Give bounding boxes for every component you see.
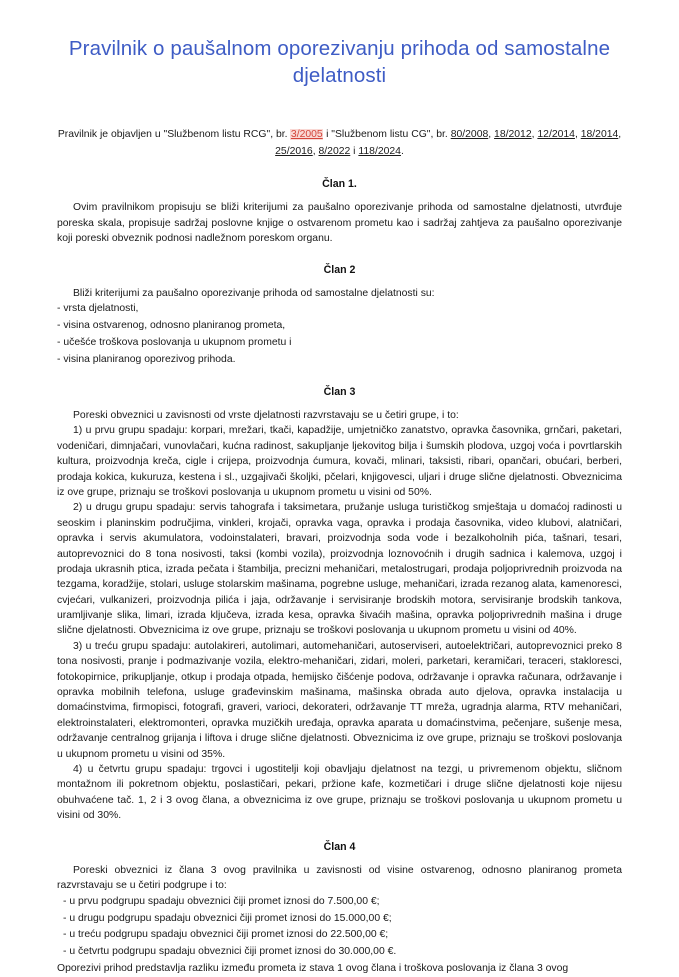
article-2-item-2: - visina ostvarenog, odnosno planiranog prometa,: [57, 320, 286, 332]
article-3-lead: Poreski obveznici u zavisnosti od vrste djelatnosti razvrstavaju se u četiri grupe, i to:: [73, 409, 459, 421]
article-4-item-4: - u četvrtu podgrupu spadaju obveznici čiji promet iznosi do 30.000,00 €.: [63, 946, 397, 958]
gazette-link-18-2014[interactable]: 18/2014: [580, 129, 619, 141]
article-4-item-1: - u prvu podgrupu spadaju obveznici čiji promet iznosi do 7.500,00 €;: [63, 895, 380, 907]
publication-line: [57, 89, 622, 161]
publication-middle: i "Službenom listu CG", br.: [323, 129, 451, 141]
article-1-paragraph-1: Ovim pravilnikom propisuju se bliži kriterijumi za paušalno oporezivanje prihoda od samostalne djelatnosti, utvrđuje poreska skala, propisuje sadržaj poslovne knjige o ostvarenom prometu kao i sadržaj zahtjeva za paušalno oporezivanje koji poreski obveznik podnosi nadležnom poreskom organu.: [57, 201, 622, 245]
sep-5: ,: [312, 146, 319, 158]
sep-1: ,: [488, 129, 495, 141]
publication-prefix: Pravilnik je objavljen u "Službenom listu RCG", br.: [57, 129, 291, 141]
sep-6: i: [350, 146, 359, 158]
article-heading-3: Član 3: [323, 385, 356, 398]
article-3-group-3: 3) u treću grupu spadaju: autolakireri, autolimari, automehaničari, autoserviseri, autoelektričari, autoprevoznici preko 8 tona nosivosti, pranje i podmazivanje vozila, elektro-mehaničari, zidari, moleri, parketari, keramičari, teraceri, stakloresci, fotokopirnice, prikupljanje, otkup i prodaja otpada, hemijsko čišćenje podova, održavanje i opravka računara, održavanje i opravka mobilnih telefona, usluge građevinskim mašinama, mašinska obrada auto djelova, opravka instalacija u domaćinstvima, firmopisci, fotografi, graveri, varioci, dekorateri, održavanje TT mreža, ugradnja alarma, RTV mehaničari, elektroinstalateri, elektromonteri, opravka muzičkih uređaja, opravka aparata u domaćinstvima, pečenjare, sušenje mesa, održavanje centralnog grijanja i liftova i druge slične djelatnosti. Obveznicima iz ove grupe, priznaju se troškovi poslovanja u ukupnom prometu u visini od 35%.: [57, 640, 622, 760]
page-title: Pravilnik o paušalnom oporezivanju prihoda od samostalne djelatnosti: [68, 37, 611, 87]
sep-3: ,: [574, 129, 581, 141]
gazette-link-8-2022[interactable]: 8/2022: [318, 146, 351, 158]
gazette-link-3-2005[interactable]: 3/2005: [290, 129, 323, 141]
article-2-item-4: - visina planiranog oporezivog prihoda.: [57, 353, 236, 365]
article-4-item-3: - u treću podgrupu spadaju obveznici čiji promet iznosi do 22.500,00 €;: [63, 929, 389, 941]
gazette-link-118-2024[interactable]: 118/2024: [358, 146, 401, 158]
article-heading-1: Član 1.: [322, 177, 357, 190]
article-2-item-1: - vrsta djelatnosti,: [57, 303, 139, 315]
gazette-link-25-2016[interactable]: 25/2016: [275, 146, 313, 158]
article-4-item-2: - u drugu podgrupu spadaju obveznici čiji promet iznosi do 15.000,00 €;: [63, 912, 392, 924]
article-3-group-4: 4) u četvrtu grupu spadaju: trgovci i ugostitelji koji obavljaju djelatnost na tezgi, u privremenom objektu, sličnom montažnom ili pokretnom objektu, poslastičari, pekari, pržione kafe, kozmetičari i druge slične djelatnosti koje nijesu obuhvaćene tač. 1, 2 i 3 ovog člana, a obveznicima iz ove grupe, priznaju se troškovi poslovanja u ukupnom prometu u visini od 30%.: [57, 763, 622, 822]
gazette-link-12-2014[interactable]: 12/2014: [537, 129, 575, 141]
article-3-group-2: 2) u drugu grupu spadaju: servis tahografa i taksimetara, pružanje usluga turističkog smještaja u domaćoj radinosti u seoskim i planinskim područjima, vinkleri, krojači, opravka vaga, opravka i prodaja časovnika, video klubovi, alatničari, opravka i servis akumulatora, vodoinstalateri, bravari, proizvodnja soda vode i bezalkoholnih pića, tašnari, tesari, autoprevoznici do 8 tona nosivosti, taksi (kombi vozila), proizvodnja loznovoćnih i drugih sadnica i kalemova, uzgoj i prodaja ukrasnih ptica, izrada pečata i štambilja, precizni mehaničari, metalostrugari, prodaja poljoprivrednih proizvoda na tezgama, koradžije, stolari, usluge stolarskim mašinama, pogrebne usluge, mehaničari, izrada rezanog alata, kamenoresci, cvjećari, vulkanizeri, proizvodnja pilića i jaja, održavanje i servisiranje brodskih motora, servisiranje brodskih tankova, uramljivanje slika, limari, izrada ključeva, izrada kesa, opravka šivaćih mašina, opravka poljoprivrednih mašina i druge slične djelatnosti. Obveznicima iz ove grupe, priznaju se troškovi poslovanja u ukupnom prometu u visini od 40%.: [57, 502, 622, 637]
article-heading-2: Član 2: [323, 263, 356, 276]
article-4-trailing: Oporezivi prihod predstavlja razliku između prometa iz stava 1 ovog člana i troškova poslovanja iz člana 3 ovog: [57, 963, 569, 975]
article-heading-4: Član 4: [323, 840, 356, 853]
sep-2: ,: [531, 129, 538, 141]
sep-4: ,: [618, 129, 622, 141]
publication-suffix: .: [400, 146, 404, 158]
article-3-group-1: 1) u prvu grupu spadaju: korpari, mrežari, tkači, kapadžije, umjetničko zanatstvo, opravka časovnika, grnčari, paketari, vodeničari, dimnjačari, vunovlačari, kućna radinost, sakupljanje ljekovitog bilja i šumskih plodova, uzgoj voća i povrtlarskih kultura, proizvodnja kreča, cigle i crijepa, proizvodnja ćumura, kovači, mlinari, taksisti, ribari, opančari, obućari, berberi, prodaja kokica, kukuruza, kestena i sl., uzgajivači školjki, pčelari, knjigovesci, uljari i druge slične djelatnosti. Obveznicima iz ove grupe, priznaju se troškovi poslovanja u ukupnom prometu u visini od 50%.: [57, 425, 622, 498]
article-2-lead: Bliži kriterijumi za paušalno oporezivanje prihoda od samostalne djelatnosti su:: [73, 287, 435, 299]
article-4-lead: Poreski obveznici iz člana 3 ovog pravilnika u zavisnosti od visine ostvarenog, odnosno planiranog prometa razvrstavaju se u četiri podgrupe i to:: [57, 864, 622, 892]
gazette-link-80-2008[interactable]: 80/2008: [450, 129, 489, 141]
gazette-link-18-2012[interactable]: 18/2012: [494, 129, 532, 141]
article-2-item-3: - učešće troškova poslovanja u ukupnom prometu i: [57, 337, 292, 349]
